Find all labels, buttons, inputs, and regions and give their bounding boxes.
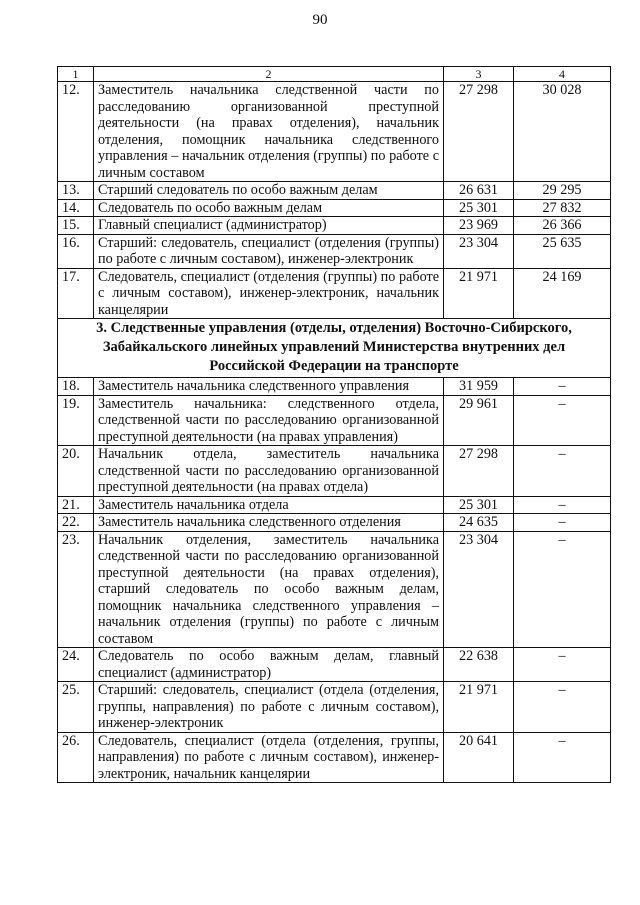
row-number: 13.: [58, 182, 94, 200]
header-row: [58, 67, 611, 82]
salary-value-col3: 31 959: [444, 378, 514, 396]
table-row: [58, 217, 611, 235]
row-number: 19.: [58, 395, 94, 446]
table-row: [58, 182, 611, 200]
table-row: [58, 648, 611, 682]
position-name: Следователь по особо важным делам, главный специалист (администратор): [94, 648, 444, 682]
salary-value-col3: 27 298: [444, 82, 514, 182]
salary-value-col3: 26 631: [444, 182, 514, 200]
table-row: [58, 234, 611, 268]
salary-value-col4: –: [514, 732, 611, 783]
header-cell-4: 4: [514, 67, 611, 82]
salary-value-col4: –: [514, 378, 611, 396]
salary-value-col4: –: [514, 682, 611, 733]
row-number: 24.: [58, 648, 94, 682]
row-number: 18.: [58, 378, 94, 396]
section-title: 3. Следственные управления (отделы, отделения) Восточно-Сибирского, Забайкальского линейных управлений Министерства внутренних дел Российской Федерации на транспорте: [58, 319, 611, 378]
header-cell-1: 1: [58, 67, 94, 82]
table-row: [58, 531, 611, 648]
row-number: 14.: [58, 199, 94, 217]
table-row: [58, 82, 611, 182]
salary-value-col3: 27 298: [444, 446, 514, 497]
position-name: Начальник отдела, заместитель начальника следственной части по расследованию организованной преступной деятельности (на правах отдела): [94, 446, 444, 497]
salary-value-col4: –: [514, 648, 611, 682]
salary-value-col3: 25 301: [444, 199, 514, 217]
position-name: Начальник отделения, заместитель начальника следственной части по расследованию организованной преступной деятельности (на правах отделения), старший следователь по особо важным делам, помощник начальника следственного управления – начальник отделения (группы) по работе с личным составом: [94, 531, 444, 648]
row-number: 17.: [58, 268, 94, 319]
position-name: Старший следователь по особо важным делам: [94, 182, 444, 200]
position-name: Заместитель начальника следственного управления: [94, 378, 444, 396]
table-row: [58, 496, 611, 514]
salary-value-col4: 24 169: [514, 268, 611, 319]
salary-value-col3: 29 961: [444, 395, 514, 446]
position-name: Главный специалист (администратор): [94, 217, 444, 235]
salary-value-col3: 22 638: [444, 648, 514, 682]
salary-value-col4: 29 295: [514, 182, 611, 200]
row-number: 25.: [58, 682, 94, 733]
row-number: 23.: [58, 531, 94, 648]
salary-table: [57, 66, 611, 783]
salary-value-col4: 30 028: [514, 82, 611, 182]
table-row: [58, 199, 611, 217]
table-row: [58, 378, 611, 396]
salary-value-col3: 23 304: [444, 531, 514, 648]
table-body: [58, 67, 611, 783]
salary-value-col4: –: [514, 446, 611, 497]
salary-value-col3: 20 641: [444, 732, 514, 783]
row-number: 21.: [58, 496, 94, 514]
position-name: Заместитель начальника отдела: [94, 496, 444, 514]
table-row: [58, 268, 611, 319]
page-number: 90: [312, 12, 328, 28]
salary-value-col3: 21 971: [444, 268, 514, 319]
row-number: 16.: [58, 234, 94, 268]
salary-value-col3: 24 635: [444, 514, 514, 532]
row-number: 20.: [58, 446, 94, 497]
row-number: 22.: [58, 514, 94, 532]
table-row: [58, 395, 611, 446]
salary-value-col3: 25 301: [444, 496, 514, 514]
table-row: [58, 514, 611, 532]
salary-value-col4: –: [514, 514, 611, 532]
salary-value-col4: –: [514, 395, 611, 446]
row-number: 15.: [58, 217, 94, 235]
row-number: 26.: [58, 732, 94, 783]
table-row: [58, 446, 611, 497]
salary-value-col4: 26 366: [514, 217, 611, 235]
salary-value-col3: 21 971: [444, 682, 514, 733]
header-cell-3: 3: [444, 67, 514, 82]
position-name: Следователь по особо важным делам: [94, 199, 444, 217]
salary-value-col3: 23 304: [444, 234, 514, 268]
salary-value-col4: 27 832: [514, 199, 611, 217]
table-row: [58, 682, 611, 733]
salary-value-col4: –: [514, 496, 611, 514]
position-name: Следователь, специалист (отдела (отделения, группы, направления) по работе с личным составом), инженер-электроник, начальник канцелярии: [94, 732, 444, 783]
row-number: 12.: [58, 82, 94, 182]
position-name: Старший: следователь, специалист (отделения (группы) по работе с личным составом), инженер-электроник: [94, 234, 444, 268]
position-name: Заместитель начальника следственной части по расследованию организованной преступной деятельности (на правах отделения), начальник отделения, помощник начальника следственного управления – начальник отделения (группы) по работе с личным составом: [94, 82, 444, 182]
salary-value-col3: 23 969: [444, 217, 514, 235]
position-name: Заместитель начальника следственного отделения: [94, 514, 444, 532]
header-cell-2: 2: [94, 67, 444, 82]
salary-value-col4: –: [514, 531, 611, 648]
position-name: Следователь, специалист (отделения (группы) по работе с личным составом), инженер-электроник, начальник канцелярии: [94, 268, 444, 319]
salary-value-col4: 25 635: [514, 234, 611, 268]
position-name: Заместитель начальника: следственного отдела, следственной части по расследованию организованной преступной деятельности (на правах управления): [94, 395, 444, 446]
table-row: [58, 732, 611, 783]
position-name: Старший: следователь, специалист (отдела (отделения, группы, направления) по работе с личным составом), инженер-электроник: [94, 682, 444, 733]
section-heading-row: [58, 319, 611, 378]
